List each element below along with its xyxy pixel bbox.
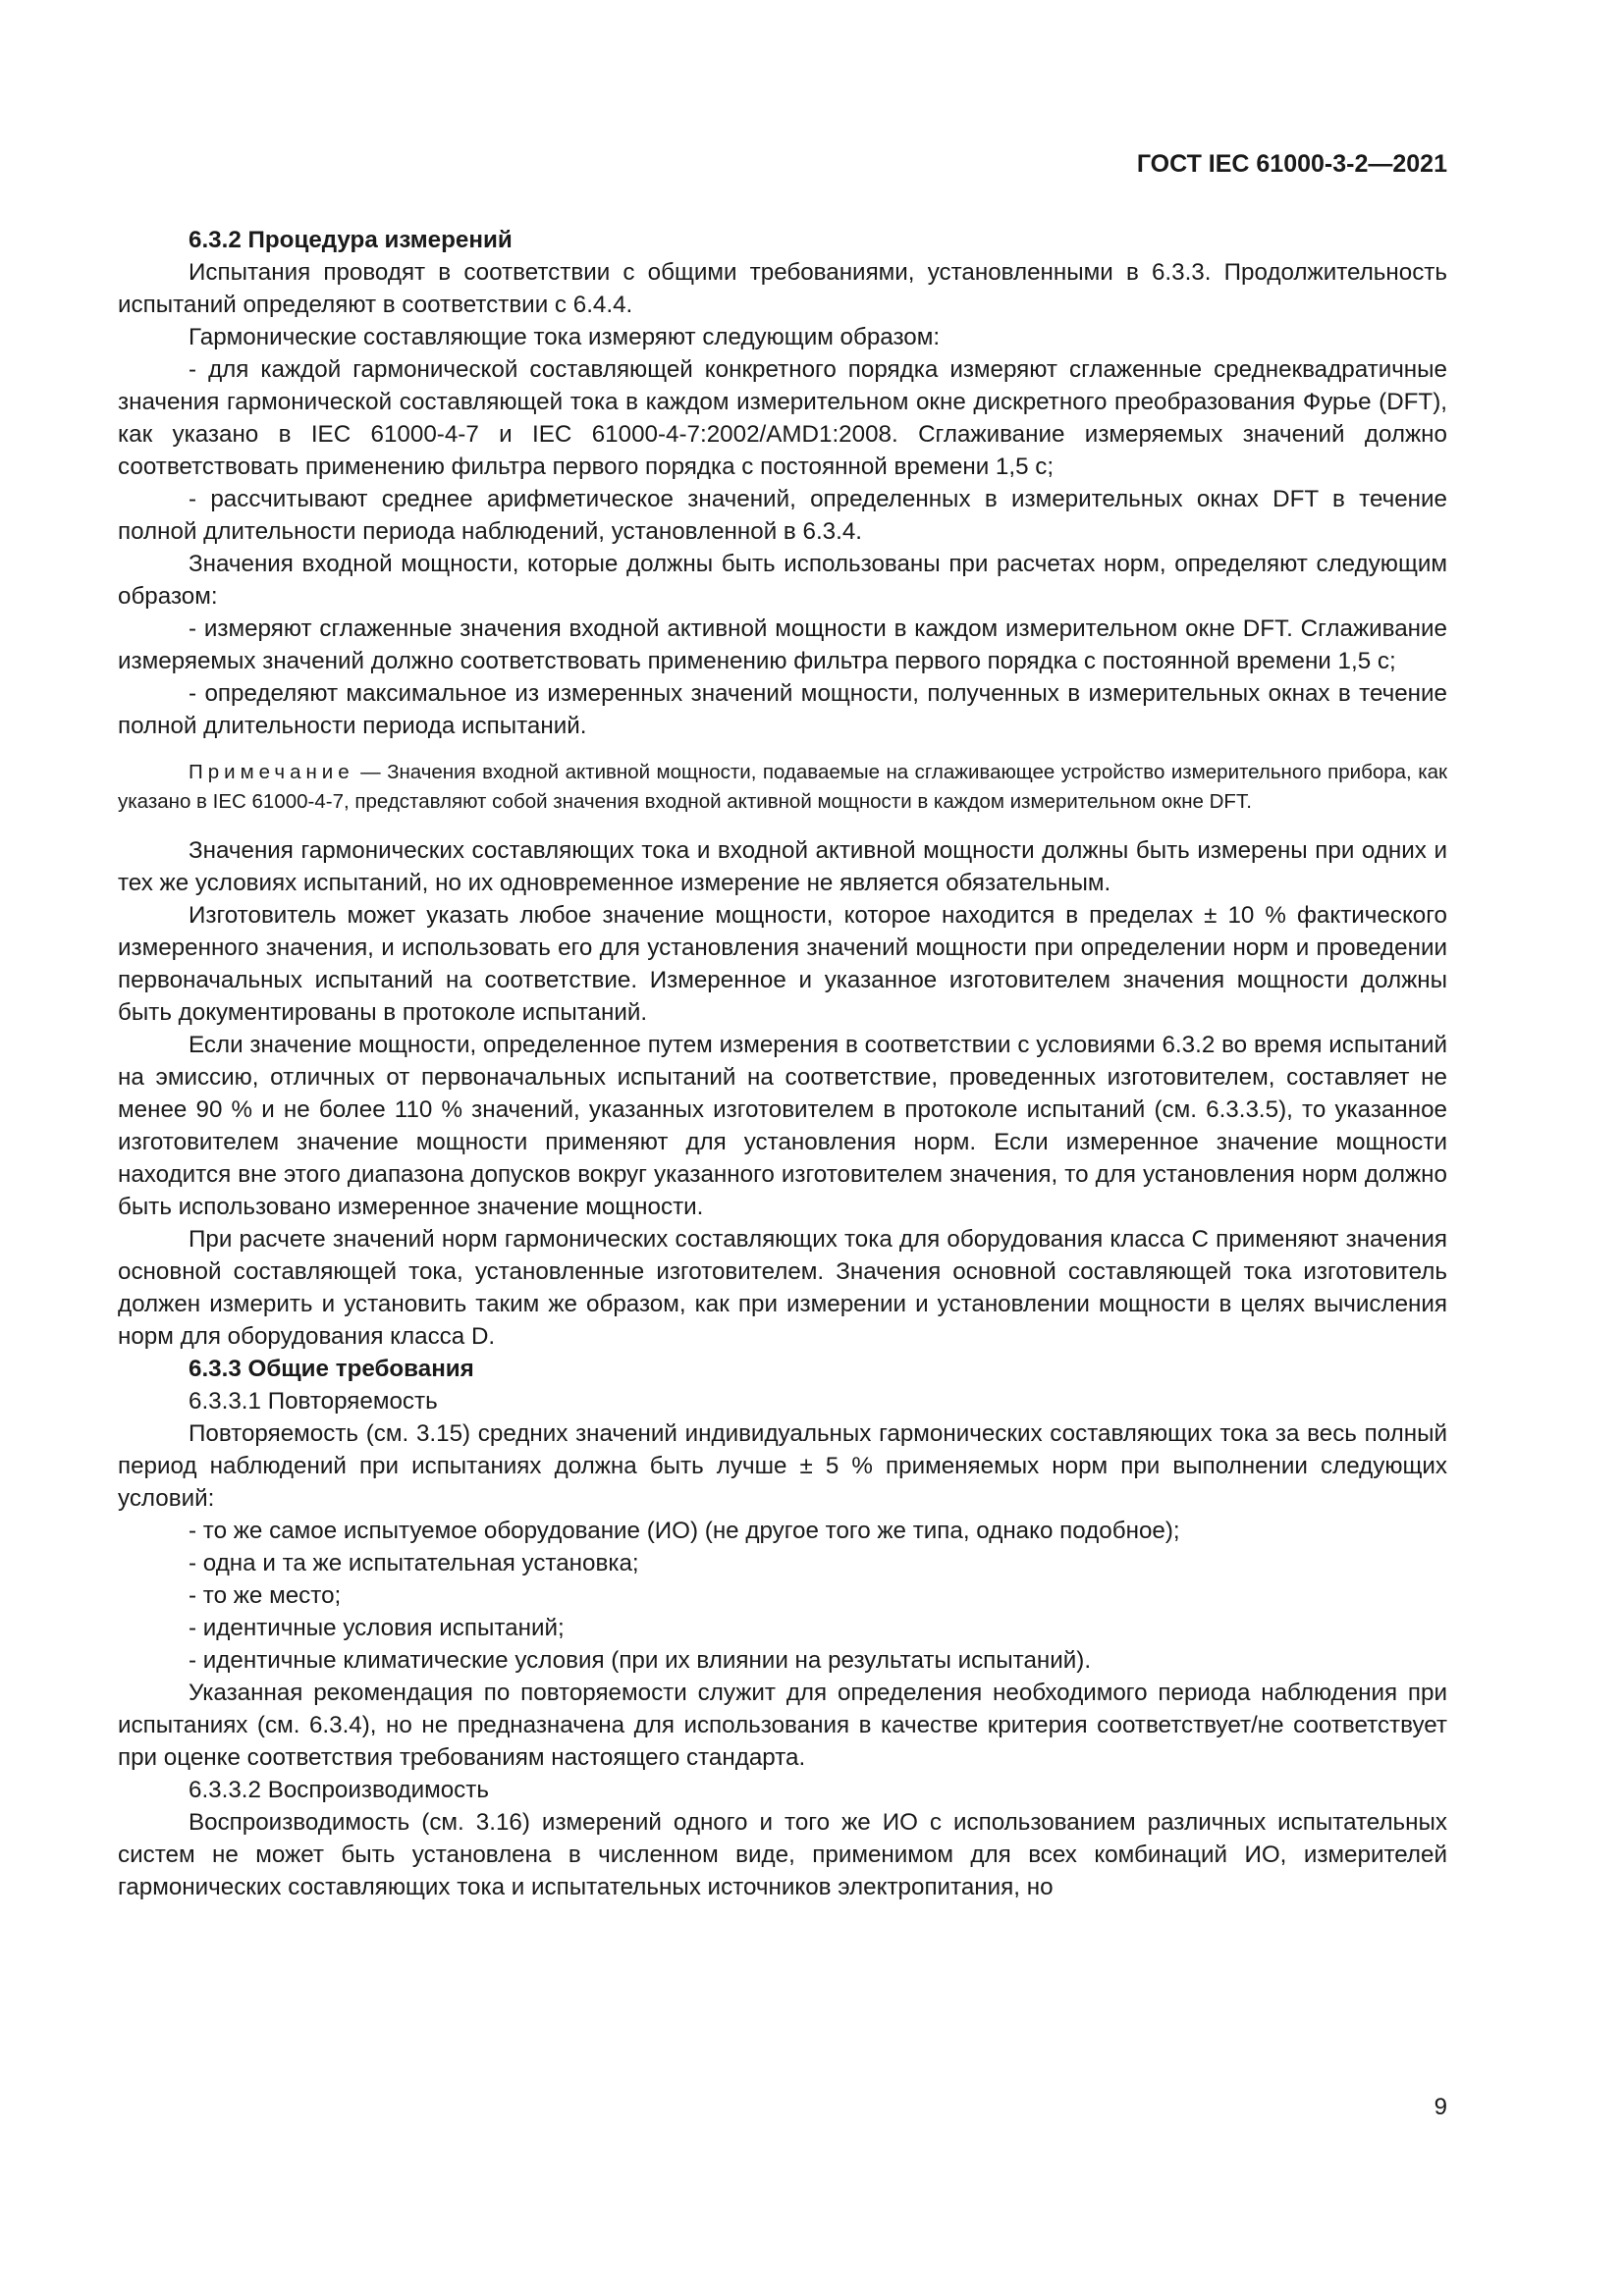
page-number: 9 [1434,2094,1447,2120]
paragraph: Воспроизводимость (см. 3.16) измерений одного и того же ИО с использованием различных испытательных систем не может быть установлена в численном виде, применимом для всех комбинаций ИО, измерителей гармонических составляющих тока и испытательных источников электропитания, но [118,1809,1447,1900]
paragraph: Значения гармонических составляющих тока и входной активной мощности должны быть измерены при одних и тех же условиях испытаний, но их одновременное измерение не является обязательным. [118,837,1447,896]
dash-list-item: - измеряют сглаженные значения входной активной мощности в каждом измерительном окне DFT. Сглаживание измеряемых значений должно соответствовать применению фильтра первого порядка с постоянной времени 1,5 с; [118,615,1447,674]
dash-list-item: - определяют максимальное из измеренных значений мощности, полученных в измерительных окнах в течение полной длительности периода испытаний. [118,680,1447,739]
subsection-heading-6-3-3-2: 6.3.3.2 Воспроизводимость [189,1777,489,1803]
dash-list-item: - для каждой гармонической составляющей конкретного порядка измеряют сглаженные среднеквадратичные значения гармонической составляющей тока в каждом измерительном окне дискретного преобразования Фурье (DFT), как указано в IEC 61000-4-7 и IEC 61000-4-7:2002/AMD1:2008. Сглаживание измеряемых значений должно соответствовать применению фильтра первого порядка с постоянной времени 1,5 с; [118,356,1447,480]
dash-list-item: - рассчитывают среднее арифметическое значений, определенных в измерительных окнах DFT в течение полной длительности периода наблюдений, установленной в 6.3.4. [118,486,1447,545]
standard-code-header: ГОСТ IEC 61000-3-2—2021 [1136,150,1447,178]
list-item: - идентичные условия испытаний; [189,1615,565,1641]
paragraph: Если значение мощности, определенное путем измерения в соответствии с условиями 6.3.2 во время испытаний на эмиссию, отличных от первоначальных испытаний на соответствие, проведенных изготовителем, составляет не менее 90 % и не более 110 % значений, указанных изготовителем в протоколе испытаний (см. 6.3.3.5), то указанное изготовителем значение мощности применяют для установления норм. Если измеренное значение мощности находится вне этого диапазона допусков вокруг указанного изготовителем значения, то для установления норм должно быть использовано измеренное значение мощности. [118,1032,1447,1220]
list-item: - одна и та же испытательная установка; [189,1550,639,1576]
paragraph: Указанная рекомендация по повторяемости служит для определения необходимого периода наблюдения при испытаниях (см. 6.3.4), но не предназначена для использования в качестве критерия соответствует/не соответствует при оценке соответствия требованиям настоящего стандарта. [118,1680,1447,1771]
list-item: - то же место; [189,1582,342,1609]
paragraph: При расчете значений норм гармонических составляющих тока для оборудования класса С применяют значения основной составляющей тока, установленные изготовителем. Значения основной составляющей тока изготовитель должен измерить и установить таким же образом, как при измерении и установлении мощности в целях вычисления норм для оборудования класса D. [118,1226,1447,1350]
paragraph: Изготовитель может указать любое значение мощности, которое находится в пределах ± 10 % фактического измеренного значения, и использовать его для установления значений мощности при определении норм и проведении первоначальных испытаний на соответствие. Измеренное и указанное изготовителем значения мощности должны быть документированы в протоколе испытаний. [118,902,1447,1026]
document-body [118,224,1447,1903]
list-item: - идентичные климатические условия (при их влиянии на результаты испытаний). [189,1647,1092,1674]
paragraph: Испытания проводят в соответствии с общими требованиями, установленными в 6.3.3. Продолжительность испытаний определяют в соответствии с 6.4.4. [118,259,1447,318]
subsection-heading-6-3-3-1: 6.3.3.1 Повторяемость [189,1388,438,1415]
section-heading-6-3-2: 6.3.2 Процедура измерений [189,227,513,253]
note-block [118,758,1447,817]
list-item: - то же самое испытуемое оборудование (ИО) (не другое того же типа, однако подобное); [189,1518,1180,1544]
note-label: Примечание [189,761,354,783]
note-text: — Значения входной активной мощности, подаваемые на сглаживающее устройство измерительного прибора, как указано в IEC 61000-4-7, представляют собой значения входной активной мощности в каждом измерительном окне DFT. [118,761,1447,813]
paragraph: Значения входной мощности, которые должны быть использованы при расчетах норм, определяют следующим образом: [118,551,1447,610]
paragraph: Повторяемость (см. 3.15) средних значений индивидуальных гармонических составляющих тока за весь полный период наблюдений при испытаниях должна быть лучше ± 5 % применяемых норм при выполнении следующих условий: [118,1420,1447,1512]
paragraph: Гармонические составляющие тока измеряют следующим образом: [189,324,941,350]
section-heading-6-3-3: 6.3.3 Общие требования [189,1356,474,1382]
